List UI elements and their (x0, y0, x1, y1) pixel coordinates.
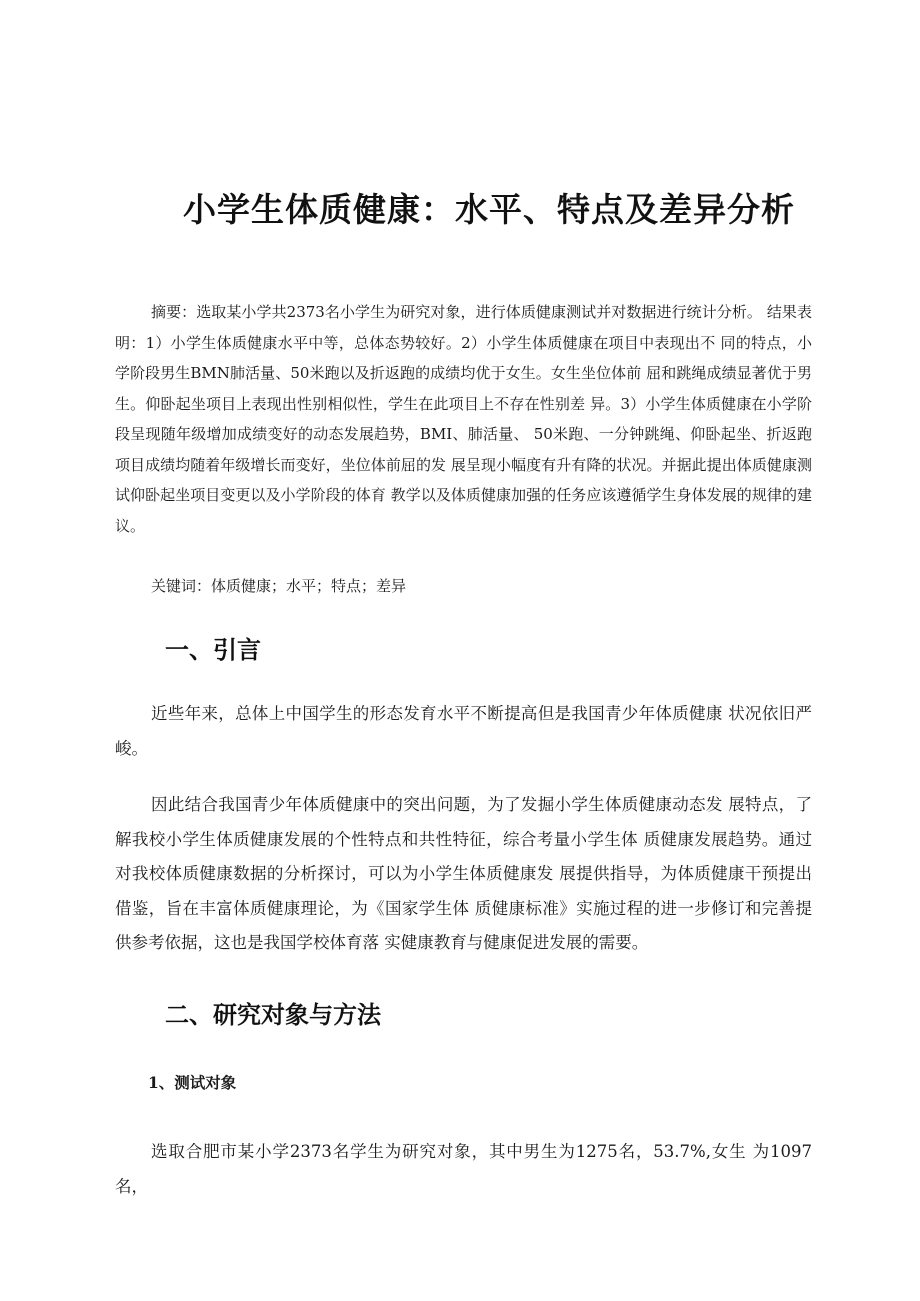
introduction-paragraph-2: 因此结合我国青少年体质健康中的突出问题，为了发掘小学生体质健康动态发 展特点，了解我校小学生体质健康发展的个性特点和共性特征，综合考量小学生体 质健康发展趋势。通过对我校体质健康数据的分析探讨，可以为小学生体质健康发 展提供指导，为体质健康干预提出借鉴，旨在丰富体质健康理论，为《国家学生体 质健康标准》实施过程的进一步修订和完善提供参考依据，这也是我国学校体育落 实健康教育与健康促进发展的需要。 (115, 795, 812, 952)
abstract-paragraph: 摘要：选取某小学共2373名小学生为研究对象，进行体质健康测试并对数据进行统计分析。 结果表明：1）小学生体质健康水平中等，总体态势较好。2）小学生体质健康在项目中表现出不 同的特点，小学阶段男生BMN肺活量、50米跑以及折返跑的成绩均优于女生。女生坐位体前 屈和跳绳成绩显著优于男生。仰卧起坐项目上表现出性别相似性，学生在此项目上不存在性别差 异。3）小学生体质健康在小学阶段呈现随年级增加成绩变好的动态发展趋势，BMI、肺活量、 50米跑、一分钟跳绳、仰卧起坐、折返跑项目成绩均随着年级增长而变好，坐位体前屈的发 展呈现小幅度有升有降的状况。并据此提出体质健康测试仰卧起坐项目变更以及小学阶段的体育 教学以及体质健康加强的任务应该遵循学生身体发展的规律的建议。 (115, 303, 812, 535)
subsection-heading-test-subjects: 1、测试对象 (148, 1073, 237, 1092)
methods-paragraph-1: 选取合肥市某小学2373名学生为研究对象，其中男生为1275名，53.7%,女生 为1097名， (115, 1142, 812, 1196)
introduction-paragraph-1: 近些年来，总体上中国学生的形态发育水平不断提高但是我国青少年体质健康 状况依旧严峻。 (115, 704, 812, 758)
section-heading-introduction: 一、引言 (165, 636, 261, 664)
document-title: 小学生体质健康：水平、特点及差异分析 (183, 190, 795, 230)
section-heading-methods: 二、研究对象与方法 (165, 1001, 381, 1029)
keywords-line: 关键词：体质健康；水平；特点；差异 (151, 577, 407, 595)
